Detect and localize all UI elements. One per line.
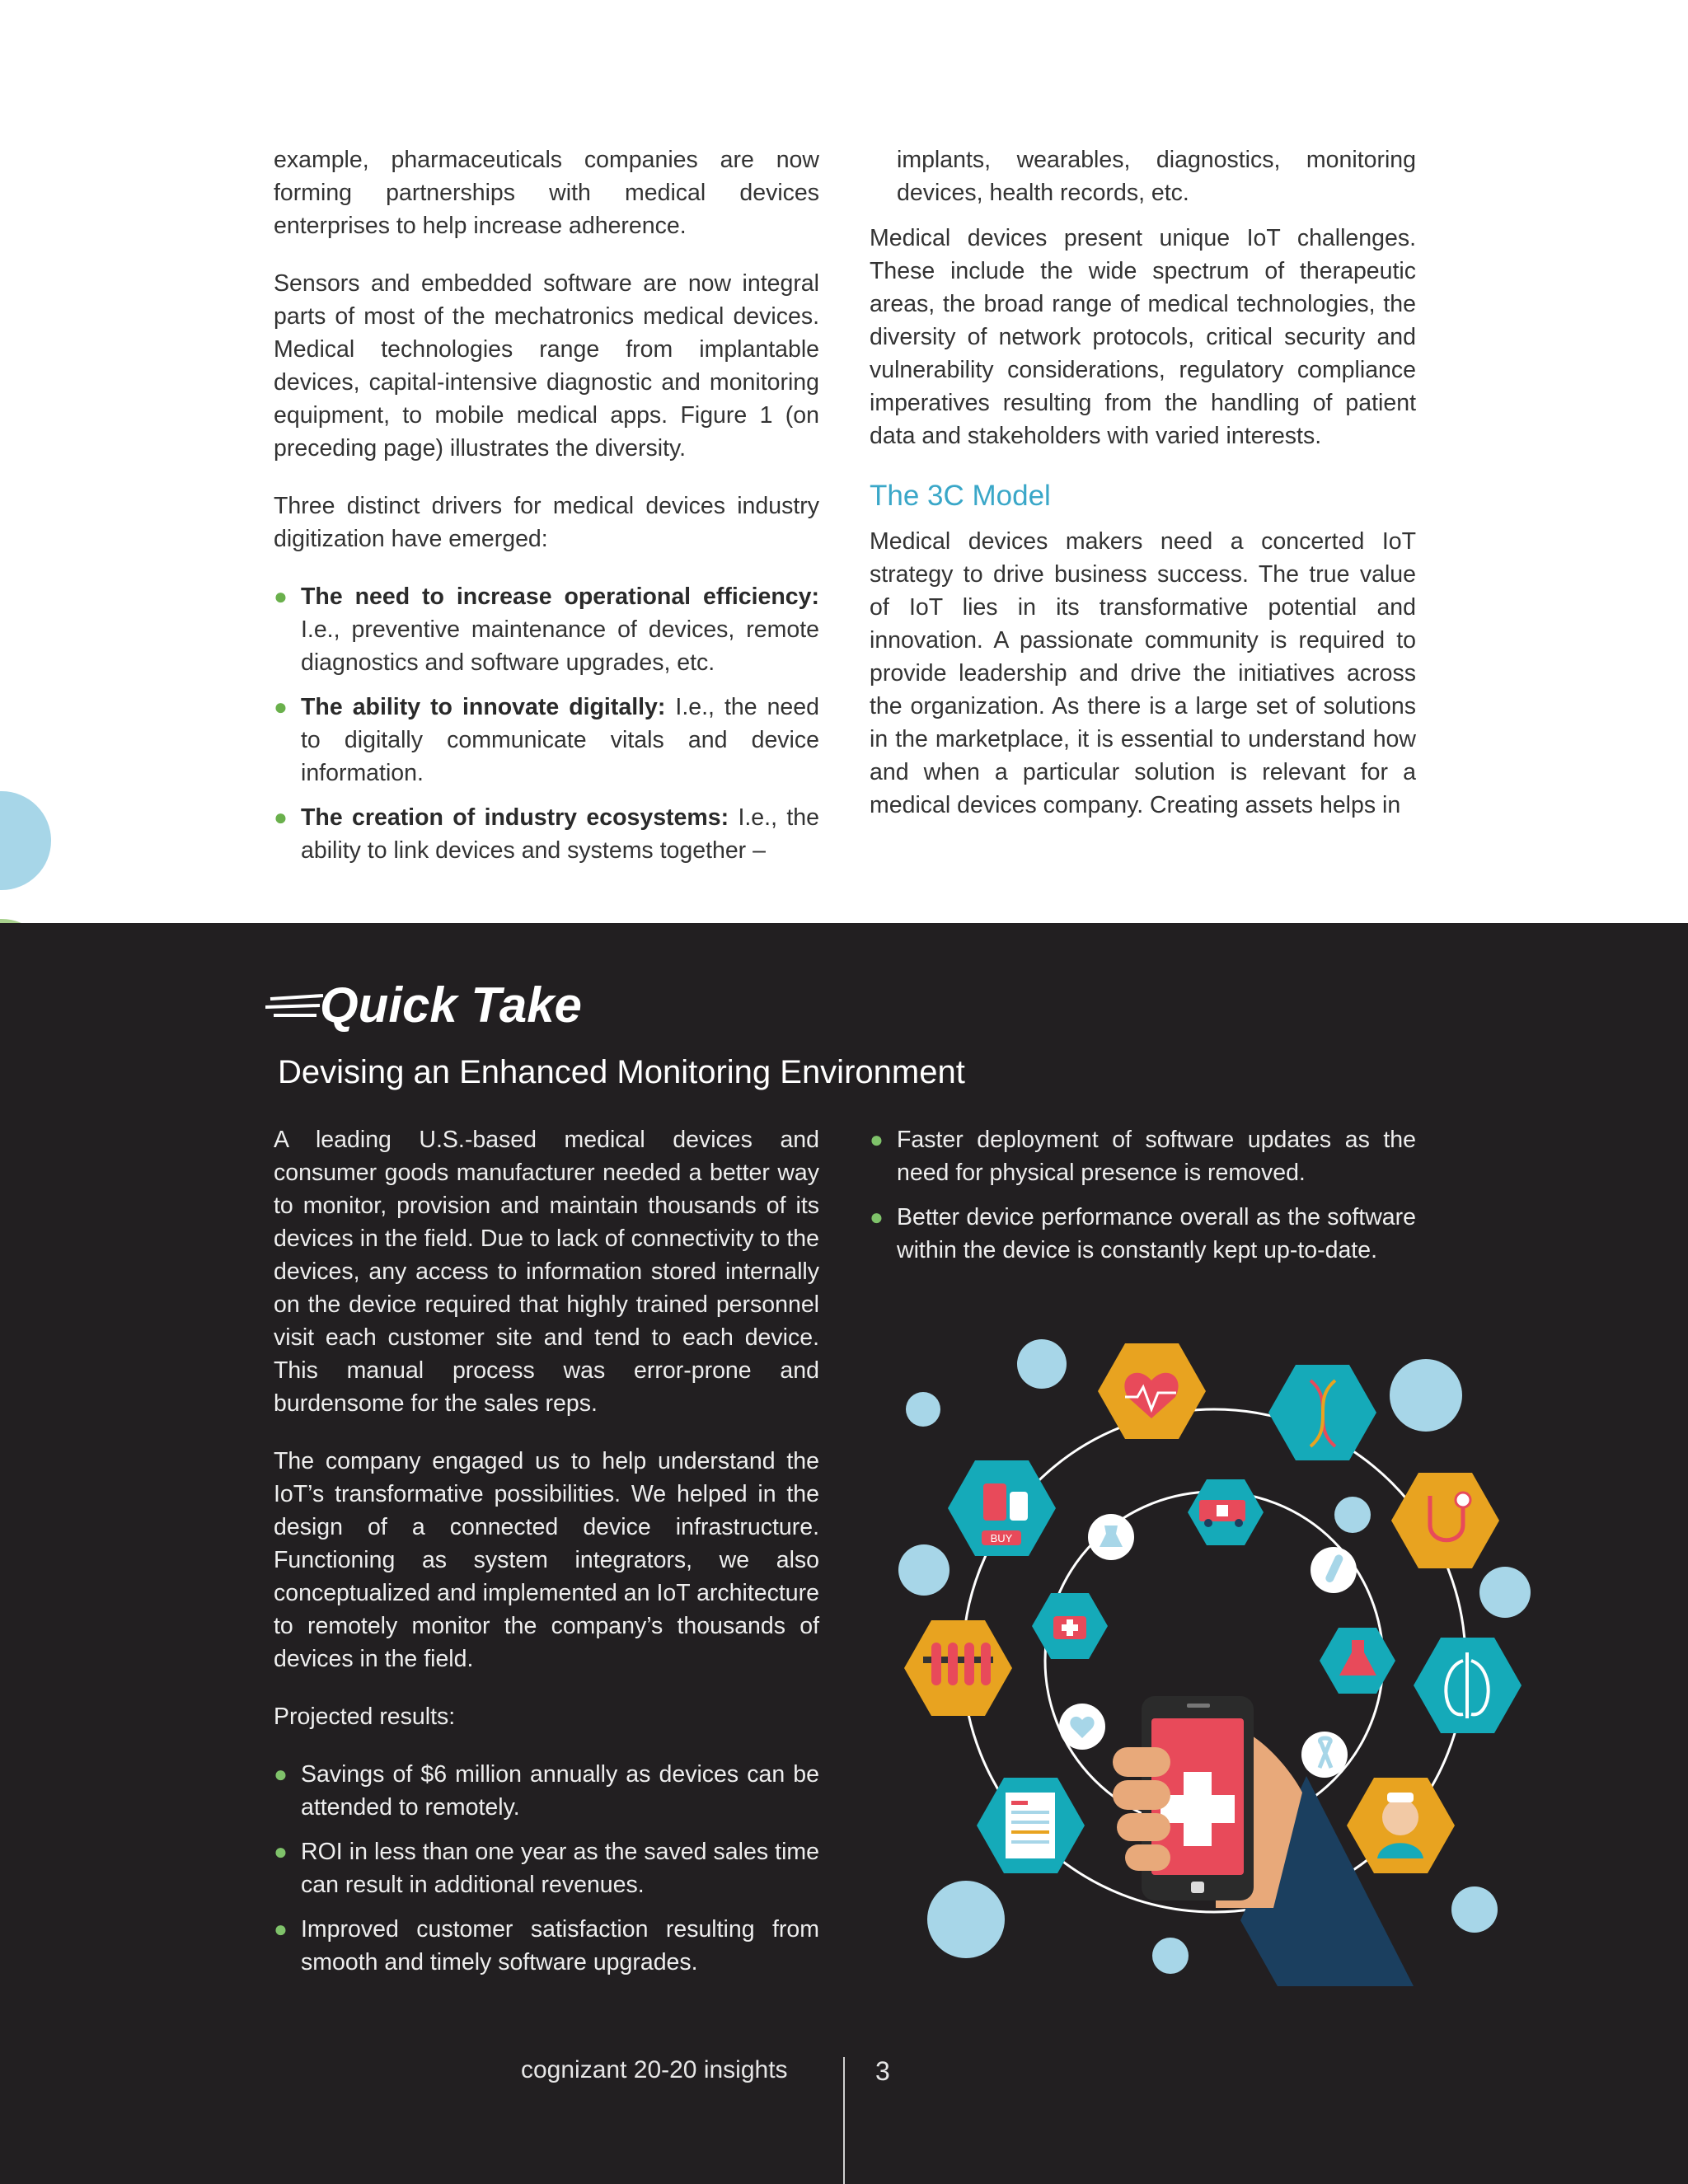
paragraph: Sensors and embedded software are now integral parts of most of the mechatronics medical devices. Medical technologies range from implantable devices, capital-intensive diagnostic and monitoring equipment, to mobile medical apps. Figure 1 (on preceding page) illustrates the diversity.	[274, 270, 819, 462]
thermometer-icon	[1311, 1547, 1357, 1593]
bullet-lead: The creation of industry ecosystems:	[301, 804, 729, 831]
bubble	[1152, 1938, 1189, 1974]
flask-icon	[1088, 1514, 1134, 1560]
bullet-text: I.e., the ability to link devices and systems together –	[301, 804, 819, 864]
speed-lines-icon	[265, 989, 325, 1022]
footer-divider	[843, 2057, 845, 2184]
bullet-lead: The need to increase operational efficiency:	[301, 583, 819, 610]
bullet-text: Faster deployment of software updates as the need for physical presence is removed.	[897, 1127, 1416, 1186]
stethoscope-icon	[1391, 1473, 1499, 1568]
page-number: 3	[875, 2056, 890, 2086]
iot-medical-illustration	[886, 1331, 1545, 1990]
paragraph-continued: implants, wearables, diagnostics, monitoring devices, health records, etc.	[897, 147, 1416, 206]
buy-label: BUY	[990, 1532, 1013, 1544]
flask-icon	[1320, 1628, 1395, 1694]
bubble	[898, 1544, 950, 1596]
bubble	[1451, 1886, 1498, 1933]
heart-monitor-icon	[1098, 1343, 1206, 1439]
heart-icon	[1059, 1704, 1105, 1750]
quick-take-left-column	[274, 1123, 819, 1990]
bullet-text: I.e., the need to digitally communicate vitals and device information.	[301, 694, 819, 786]
bubble	[1017, 1339, 1067, 1389]
quick-take-subtitle: Devising an Enhanced Monitoring Environment	[278, 1054, 965, 1090]
ribbon-icon	[1301, 1732, 1348, 1778]
paragraph: The company engaged us to help understand the IoT’s transformative possibilities. We helped in the design of a connected device infrastructure. Functioning as system integrators, we also conceptualized and implemented an IoT architecture to remotely monitor the company’s thousands of devices in the field.	[274, 1448, 819, 1672]
bullet-lead: The ability to innovate digitally:	[301, 694, 666, 720]
drivers-list	[274, 580, 819, 867]
quick-take-right-column	[870, 1123, 1416, 1278]
left-column-top	[274, 143, 819, 879]
paragraph: example, pharmaceuticals companies are now forming partnerships with medical devices enterprises to help increase adherence.	[274, 147, 819, 239]
results-list	[274, 1758, 819, 1979]
list-item	[274, 801, 819, 867]
bullet-icon: ●	[274, 694, 288, 719]
bubble	[906, 1392, 940, 1427]
bullet-text: Better device performance overall as the software within the device is constantly kept up-to-date.	[897, 1204, 1416, 1263]
decorative-circle-blue	[0, 791, 51, 890]
ambulance-icon	[1188, 1479, 1264, 1545]
bubble	[1479, 1567, 1531, 1618]
footer-brand: cognizant 20-20 insights	[521, 2056, 788, 2083]
medicine-bottles-icon	[948, 1460, 1056, 1556]
bullet-icon: ●	[274, 1839, 288, 1864]
first-aid-kit-icon	[1032, 1593, 1108, 1659]
bullet-text: Savings of $6 million annually as devices can be attended to remotely.	[301, 1761, 819, 1821]
medical-report-icon	[977, 1778, 1085, 1873]
benefits-list	[870, 1123, 1416, 1267]
paragraph: Projected results:	[274, 1704, 456, 1730]
bullet-icon: ●	[274, 804, 288, 830]
list-item	[274, 1835, 819, 1901]
dna-icon	[1268, 1365, 1376, 1460]
quick-take-title: Quick Take	[320, 977, 582, 1033]
bubble	[1390, 1359, 1462, 1432]
bullet-icon: ●	[274, 1916, 288, 1942]
list-item	[870, 1201, 1416, 1267]
paragraph: Medical devices makers need a concerted IoT strategy to drive business success. The true value of IoT lies in its transformative potential and innovation. A passionate community is required to provide leadership and drive the initiatives across the organization. As there is a large set of solutions in the marketplace, it is essential to understand how and when a particular solution is relevant for a medical devices company. Creating assets helps in	[870, 528, 1416, 818]
bullet-text: ROI in less than one year as the saved sales time can result in additional revenues.	[301, 1839, 819, 1898]
bubble	[927, 1881, 1005, 1958]
paragraph: Three distinct drivers for medical devices industry digitization have emerged:	[274, 493, 819, 552]
bubble	[1334, 1497, 1371, 1533]
section-heading: The 3C Model	[870, 480, 1051, 512]
bullet-icon: ●	[274, 1761, 288, 1787]
paragraph: Medical devices present unique IoT challenges. These include the wide spectrum of therapeutic areas, the broad range of medical technologies, the diversity of network protocols, critical security and vulnerability considerations, regulatory compliance imperatives resulting from the handling of patient data and stakeholders with varied interests.	[870, 225, 1416, 449]
paragraph: A leading U.S.-based medical devices and consumer goods manufacturer needed a better way to monitor, provision and maintain thousands of its devices in the field. Due to lack of connectivity to the devices, any access to information stored internally on the device required that highly trained personnel visit each customer site and tend to each device. This manual process was error-prone and burdensome for the sales reps.	[274, 1127, 819, 1417]
list-item	[870, 1123, 1416, 1189]
right-column-top	[870, 143, 1416, 846]
nurse-icon	[1347, 1778, 1455, 1873]
bullet-icon: ●	[870, 1127, 884, 1152]
list-item	[274, 1913, 819, 1979]
list-item	[274, 580, 819, 679]
bullet-text: I.e., preventive maintenance of devices, remote diagnostics and software upgrades, etc.	[301, 616, 819, 676]
bullet-icon: ●	[274, 583, 288, 609]
test-tubes-icon	[904, 1620, 1012, 1716]
bullet-icon: ●	[870, 1204, 884, 1230]
bullet-text: Improved customer satisfaction resulting from smooth and timely software upgrades.	[301, 1916, 819, 1975]
list-item	[274, 1758, 819, 1824]
list-item	[274, 691, 819, 790]
lungs-icon	[1414, 1638, 1522, 1733]
